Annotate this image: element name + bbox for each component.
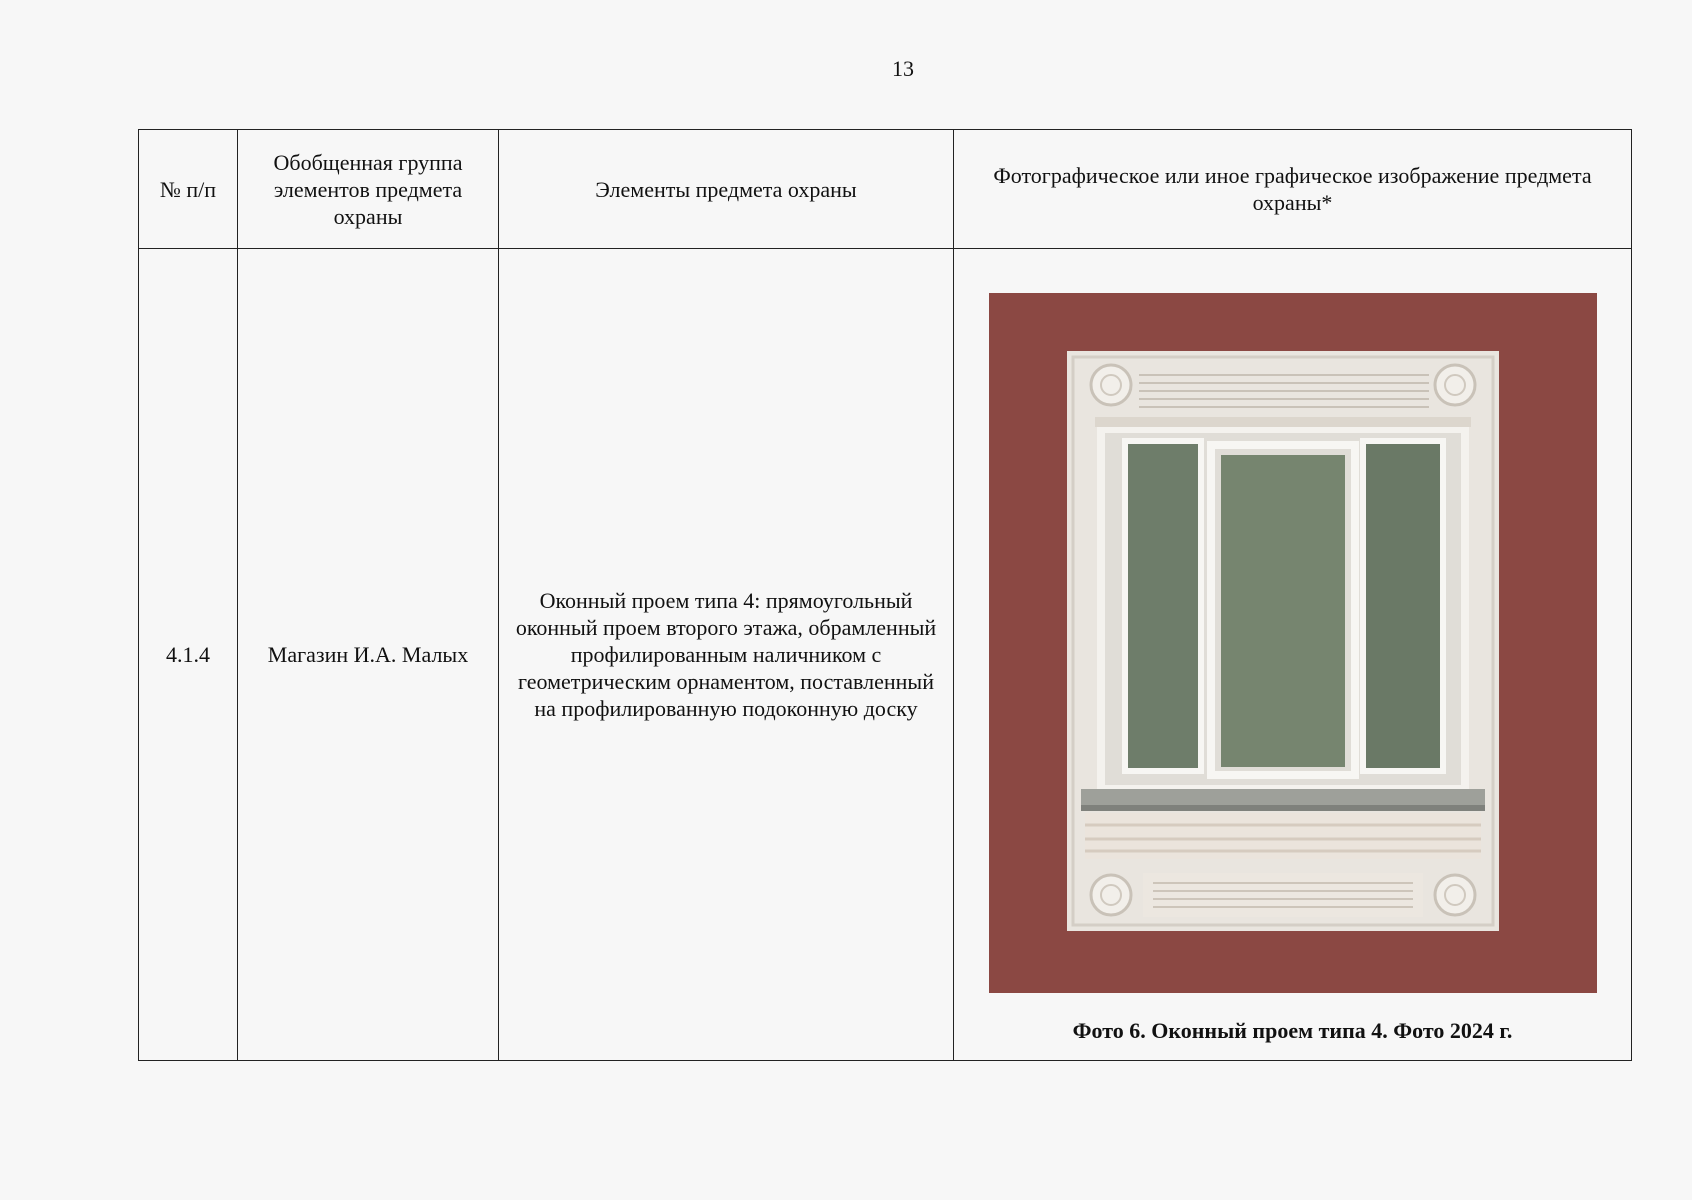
- table-row: [139, 249, 1632, 1061]
- window-photo: [989, 293, 1597, 993]
- row-number: 4.1.4: [139, 249, 238, 1061]
- row-description: Оконный проем типа 4: прямоугольный оконный проем второго этажа, обрамленный профилированным наличником с геометрическим орнаментом, поставленный на профилированную подоконную доску: [499, 249, 954, 1061]
- header-group: Обобщенная группа элементов предмета охраны: [238, 130, 499, 249]
- header-elements: Элементы предмета охраны: [499, 130, 954, 249]
- row-group: Магазин И.А. Малых: [238, 249, 499, 1061]
- protection-subject-table: [138, 129, 1632, 1061]
- table-header-row: [139, 130, 1632, 249]
- photo-caption: Фото 6. Оконный проем типа 4. Фото 2024 г.: [1072, 1018, 1513, 1043]
- header-num: № п/п: [139, 130, 238, 249]
- page-number: 13: [892, 56, 914, 81]
- row-image-cell: [954, 249, 1632, 1061]
- header-image: Фотографическое или иное графическое изображение предмета охраны*: [954, 130, 1632, 249]
